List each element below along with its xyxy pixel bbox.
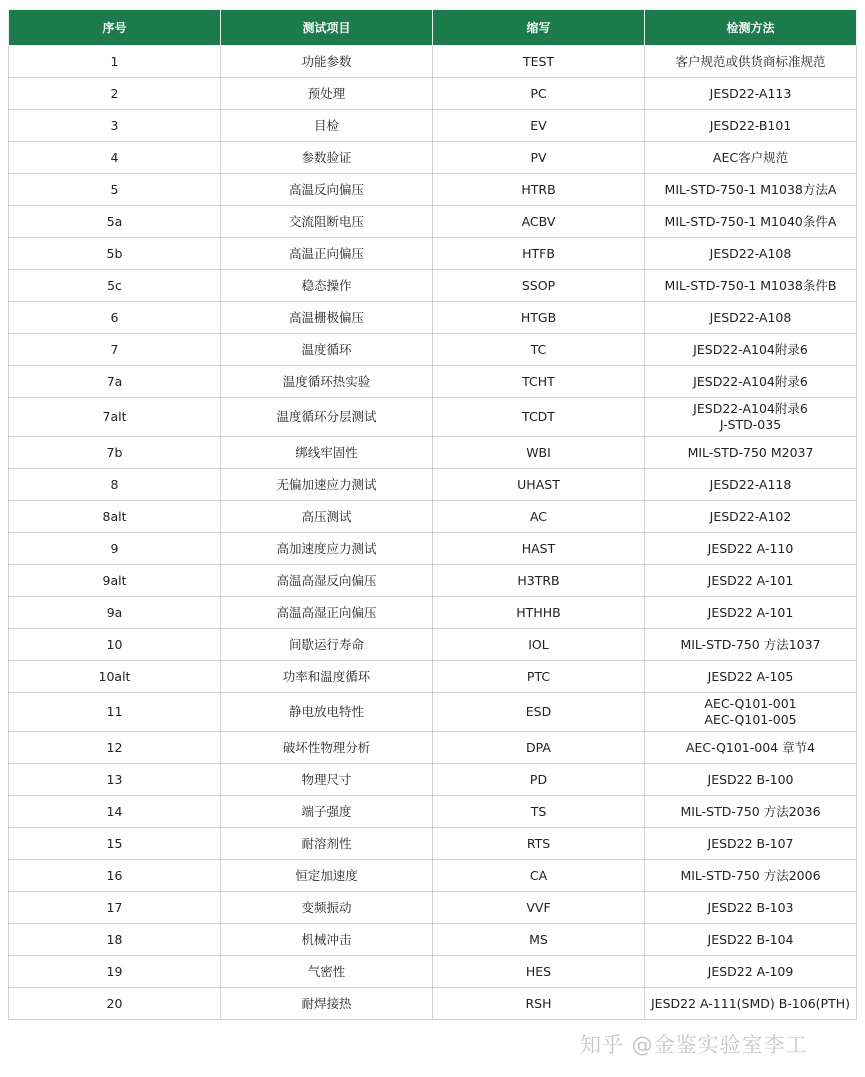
row-abbreviation: IOL <box>433 629 645 661</box>
table-row <box>9 437 857 469</box>
row-index: 5b <box>9 238 221 270</box>
table-row <box>9 796 857 828</box>
row-method: JESD22-A108 <box>645 238 857 270</box>
row-test-item: 间歇运行寿命 <box>221 629 433 661</box>
row-test-item: 变频振动 <box>221 892 433 924</box>
row-test-item: 高温反向偏压 <box>221 174 433 206</box>
table-header-row <box>9 10 857 46</box>
table-row <box>9 764 857 796</box>
row-abbreviation: HTRB <box>433 174 645 206</box>
row-test-item: 高温高湿正向偏压 <box>221 597 433 629</box>
row-abbreviation: CA <box>433 860 645 892</box>
row-test-item: 无偏加速应力测试 <box>221 469 433 501</box>
row-index: 12 <box>9 732 221 764</box>
row-index: 1 <box>9 46 221 78</box>
table-row <box>9 302 857 334</box>
table-row <box>9 732 857 764</box>
row-abbreviation: AC <box>433 501 645 533</box>
row-index: 5c <box>9 270 221 302</box>
row-method: MIL-STD-750-1 M1038条件B <box>645 270 857 302</box>
row-test-item: 高温栅极偏压 <box>221 302 433 334</box>
row-abbreviation: TCDT <box>433 398 645 437</box>
row-method: JESD22 A-105 <box>645 661 857 693</box>
row-abbreviation: PC <box>433 78 645 110</box>
header-index: 序号 <box>9 10 221 46</box>
row-test-item: 功率和温度循环 <box>221 661 433 693</box>
row-test-item: 耐焊接热 <box>221 988 433 1020</box>
row-abbreviation: SSOP <box>433 270 645 302</box>
row-index: 3 <box>9 110 221 142</box>
table-row <box>9 661 857 693</box>
row-abbreviation: RTS <box>433 828 645 860</box>
table-row <box>9 892 857 924</box>
row-index: 9 <box>9 533 221 565</box>
row-index: 18 <box>9 924 221 956</box>
row-method: 客户规范或供货商标准规范 <box>645 46 857 78</box>
row-index: 14 <box>9 796 221 828</box>
row-test-item: 机械冲击 <box>221 924 433 956</box>
row-test-item: 目检 <box>221 110 433 142</box>
row-abbreviation: VVF <box>433 892 645 924</box>
row-abbreviation: H3TRB <box>433 565 645 597</box>
row-method: AEC-Q101-004 章节4 <box>645 732 857 764</box>
row-method: AEC-Q101-001 AEC-Q101-005 <box>645 693 857 732</box>
row-abbreviation: HTFB <box>433 238 645 270</box>
row-abbreviation: HTHHB <box>433 597 645 629</box>
row-index: 5 <box>9 174 221 206</box>
row-abbreviation: DPA <box>433 732 645 764</box>
row-abbreviation: TS <box>433 796 645 828</box>
row-abbreviation: PD <box>433 764 645 796</box>
row-method: JESD22 B-100 <box>645 764 857 796</box>
header-test-item: 测试项目 <box>221 10 433 46</box>
row-test-item: 温度循环 <box>221 334 433 366</box>
table-row <box>9 110 857 142</box>
row-method: JESD22-B101 <box>645 110 857 142</box>
table-row <box>9 533 857 565</box>
table-row <box>9 693 857 732</box>
row-abbreviation: PTC <box>433 661 645 693</box>
row-method: JESD22 A-111(SMD) B-106(PTH) <box>645 988 857 1020</box>
row-method: MIL-STD-750-1 M1038方法A <box>645 174 857 206</box>
row-index: 7alt <box>9 398 221 437</box>
test-items-table <box>8 9 857 1020</box>
row-index: 7b <box>9 437 221 469</box>
row-index: 9a <box>9 597 221 629</box>
table-row <box>9 142 857 174</box>
row-method: JESD22-A113 <box>645 78 857 110</box>
table-row <box>9 270 857 302</box>
row-abbreviation: EV <box>433 110 645 142</box>
row-test-item: 端子强度 <box>221 796 433 828</box>
row-index: 8 <box>9 469 221 501</box>
row-abbreviation: PV <box>433 142 645 174</box>
row-test-item: 温度循环热实验 <box>221 366 433 398</box>
row-index: 15 <box>9 828 221 860</box>
row-method: MIL-STD-750-1 M1040条件A <box>645 206 857 238</box>
row-abbreviation: WBI <box>433 437 645 469</box>
row-abbreviation: HTGB <box>433 302 645 334</box>
table-row <box>9 46 857 78</box>
row-abbreviation: ESD <box>433 693 645 732</box>
row-index: 4 <box>9 142 221 174</box>
row-index: 10 <box>9 629 221 661</box>
row-test-item: 预处理 <box>221 78 433 110</box>
row-index: 2 <box>9 78 221 110</box>
row-method: MIL-STD-750 方法1037 <box>645 629 857 661</box>
row-method: AEC客户规范 <box>645 142 857 174</box>
row-abbreviation: TC <box>433 334 645 366</box>
row-method: JESD22 A-109 <box>645 956 857 988</box>
row-abbreviation: UHAST <box>433 469 645 501</box>
row-index: 9alt <box>9 565 221 597</box>
row-method: JESD22 A-110 <box>645 533 857 565</box>
header-method: 检测方法 <box>645 10 857 46</box>
row-abbreviation: MS <box>433 924 645 956</box>
watermark: 知乎 @金鉴实验室李工 <box>580 1033 808 1057</box>
table-row <box>9 828 857 860</box>
row-test-item: 高温正向偏压 <box>221 238 433 270</box>
row-abbreviation: ACBV <box>433 206 645 238</box>
table-row <box>9 924 857 956</box>
row-method: JESD22 B-104 <box>645 924 857 956</box>
row-test-item: 高温高湿反向偏压 <box>221 565 433 597</box>
table-row <box>9 597 857 629</box>
row-index: 17 <box>9 892 221 924</box>
row-abbreviation: HES <box>433 956 645 988</box>
row-method: JESD22-A104附录6 <box>645 366 857 398</box>
row-index: 11 <box>9 693 221 732</box>
row-method: MIL-STD-750 M2037 <box>645 437 857 469</box>
row-test-item: 气密性 <box>221 956 433 988</box>
row-method: JESD22 B-107 <box>645 828 857 860</box>
table-row <box>9 334 857 366</box>
table-row <box>9 956 857 988</box>
row-method: JESD22-A104附录6 <box>645 334 857 366</box>
row-index: 20 <box>9 988 221 1020</box>
row-test-item: 静电放电特性 <box>221 693 433 732</box>
row-index: 8alt <box>9 501 221 533</box>
table-row <box>9 629 857 661</box>
row-index: 16 <box>9 860 221 892</box>
row-method: JESD22 B-103 <box>645 892 857 924</box>
row-test-item: 恒定加速度 <box>221 860 433 892</box>
row-method: JESD22-A102 <box>645 501 857 533</box>
row-method: MIL-STD-750 方法2006 <box>645 860 857 892</box>
row-test-item: 绑线牢固性 <box>221 437 433 469</box>
table-row <box>9 174 857 206</box>
table-row <box>9 206 857 238</box>
row-test-item: 高压测试 <box>221 501 433 533</box>
row-test-item: 破坏性物理分析 <box>221 732 433 764</box>
row-test-item: 参数验证 <box>221 142 433 174</box>
row-test-item: 稳态操作 <box>221 270 433 302</box>
row-index: 10alt <box>9 661 221 693</box>
table-row <box>9 565 857 597</box>
row-method: JESD22-A118 <box>645 469 857 501</box>
table-row <box>9 860 857 892</box>
table-row <box>9 469 857 501</box>
row-abbreviation: HAST <box>433 533 645 565</box>
row-test-item: 功能参数 <box>221 46 433 78</box>
row-test-item: 高加速度应力测试 <box>221 533 433 565</box>
table-row <box>9 988 857 1020</box>
row-index: 6 <box>9 302 221 334</box>
row-test-item: 耐溶剂性 <box>221 828 433 860</box>
row-test-item: 物理尺寸 <box>221 764 433 796</box>
table-row <box>9 238 857 270</box>
table-row <box>9 78 857 110</box>
table-row <box>9 501 857 533</box>
row-method: MIL-STD-750 方法2036 <box>645 796 857 828</box>
header-abbreviation: 缩写 <box>433 10 645 46</box>
row-index: 7 <box>9 334 221 366</box>
row-abbreviation: TEST <box>433 46 645 78</box>
row-method: JESD22-A104附录6 J-STD-035 <box>645 398 857 437</box>
row-abbreviation: TCHT <box>433 366 645 398</box>
row-test-item: 交流阻断电压 <box>221 206 433 238</box>
row-method: JESD22-A108 <box>645 302 857 334</box>
row-index: 5a <box>9 206 221 238</box>
row-index: 13 <box>9 764 221 796</box>
table-row <box>9 398 857 437</box>
row-abbreviation: RSH <box>433 988 645 1020</box>
row-index: 7a <box>9 366 221 398</box>
table-row <box>9 366 857 398</box>
row-method: JESD22 A-101 <box>645 565 857 597</box>
row-test-item: 温度循环分层测试 <box>221 398 433 437</box>
row-index: 19 <box>9 956 221 988</box>
row-method: JESD22 A-101 <box>645 597 857 629</box>
